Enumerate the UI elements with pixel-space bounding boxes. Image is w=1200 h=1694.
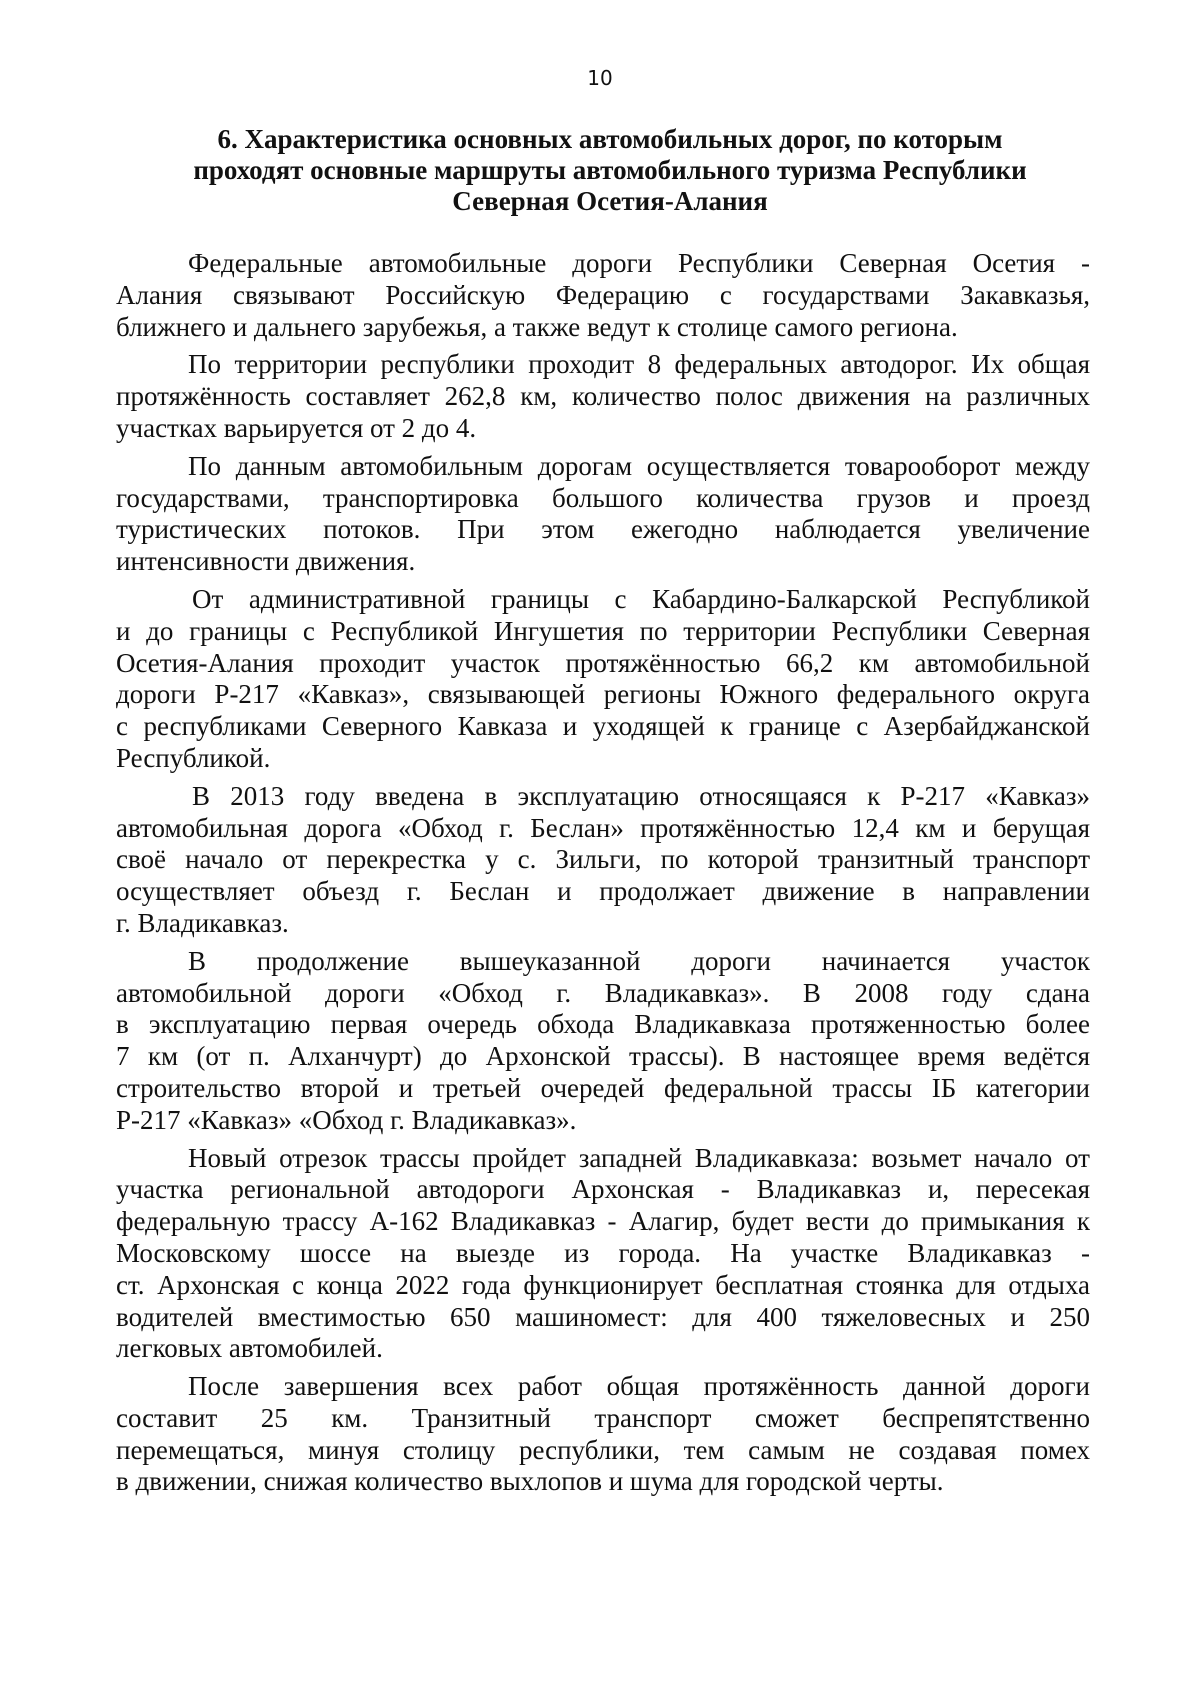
paragraph-trade-turnover [116,451,1090,578]
text-line: составит 25 км. Транзитный транспорт сможет беспрепятственно [116,1402,1090,1433]
text-line: По данным автомобильным дорогам осуществляется товарооборот между [188,450,1090,481]
text-line: государствами, транспортировка большого количества грузов и проезд [116,482,1090,513]
text-line: с республиками Северного Кавказа и уходящей к границе с Азербайджанской [116,711,1090,742]
body-text [116,248,1090,1504]
text-line: Федеральные автомобильные дороги Республики Северная Осетия - [188,248,1090,278]
paragraph-r217-section [116,584,1090,775]
paragraph-federal-roads [116,248,1090,343]
text-line: По территории республики проходит 8 федеральных автодорог. Их общая [188,349,1090,380]
text-line: протяжённость составляет 262,8 км, количество полос движения на различных [116,381,1090,412]
text-line: В продолжение вышеуказанной дороги начинается участок [188,945,1090,976]
text-line: строительство второй и третьей очередей федеральной трассы IБ категории [116,1072,1090,1103]
text-line: своё начало от перекрестка у с. Зильги, по которой транзитный транспорт [116,844,1090,875]
text-line: Р-217 «Кавказ» «Обход г. Владикавказ». [116,1104,577,1135]
text-line: ст. Архонская с конца 2022 года функционирует бесплатная стоянка для отдыха [116,1269,1090,1300]
text-line: легковых автомобилей. [116,1333,383,1364]
heading-line: проходят основные маршруты автомобильного туризма Республики [193,155,1027,185]
section-heading [150,124,1070,217]
text-line: ближнего и дальнего зарубежья, а также ведут к столице самого региона. [116,311,958,342]
text-line: В 2013 году введена в эксплуатацию относящаяся к Р-217 «Кавказ» [192,780,1090,811]
text-line: автомобильной дороги «Обход г. Владикавказ». В 2008 году сдана [116,977,1090,1008]
text-line: Осетия-Алания проходит участок протяжённостью 66,2 км автомобильной [116,647,1090,678]
text-line: и до границы с Республикой Ингушетия по территории Республики Северная [116,615,1090,646]
text-line: участка региональной автодороги Архонская - Владикавказ и, пересекая [116,1174,1090,1205]
text-line: водителей вместимостью 650 машиномест: для 400 тяжеловесных и 250 [116,1301,1090,1332]
text-line: интенсивности движения. [116,546,416,577]
text-line: Московскому шоссе на выезде из города. На участке Владикавказ - [116,1237,1090,1268]
text-line: дороги Р-217 «Кавказ», связывающей регионы Южного федерального округа [116,679,1090,710]
paragraph-new-segment [116,1143,1090,1366]
paragraph-completion [116,1371,1090,1498]
heading-line: Северная Осетия-Алания [452,186,768,216]
text-line: г. Владикавказ. [116,907,289,938]
text-line: участках варьируется от 2 до 4. [116,412,477,443]
text-line: федеральную трассу А-162 Владикавказ - Алагир, будет вести до примыкания к [116,1206,1090,1237]
text-line: Республикой. [116,742,271,773]
text-line: После завершения всех работ общая протяжённость данной дороги [188,1371,1090,1402]
text-line: осуществляет объезд г. Беслан и продолжает движение в направлении [116,876,1090,907]
text-line: Новый отрезок трассы пройдет западней Владикавказа: возьмет начало от [188,1142,1090,1173]
text-line: Алания связывают Российскую Федерацию с государствами Закавказья, [116,279,1090,310]
text-line: 7 км (от п. Алханчурт) до Архонской трассы). В настоящее время ведётся [116,1041,1090,1072]
paragraph-beslan-bypass [116,781,1090,940]
text-line: автомобильная дорога «Обход г. Беслан» протяжённостью 12,4 км и берущая [116,812,1090,843]
page-number: 10 [587,66,613,90]
text-line: в движении, снижая количество выхлопов и шума для городской черты. [116,1466,944,1497]
text-line: От административной границы с Кабардино-Балкарской Республикой [192,583,1090,614]
paragraph-road-count [116,349,1090,444]
text-line: туристических потоков. При этом ежегодно наблюдается увеличение [116,514,1090,545]
text-line: перемещаться, минуя столицу республики, тем самым не создавая помех [116,1434,1090,1465]
heading-line: 6. Характеристика основных автомобильных дорог, по которым [217,124,1003,154]
paragraph-vladikavkaz-bypass [116,946,1090,1137]
text-line: в эксплуатацию первая очередь обхода Владикавказа протяженностью более [116,1009,1090,1040]
